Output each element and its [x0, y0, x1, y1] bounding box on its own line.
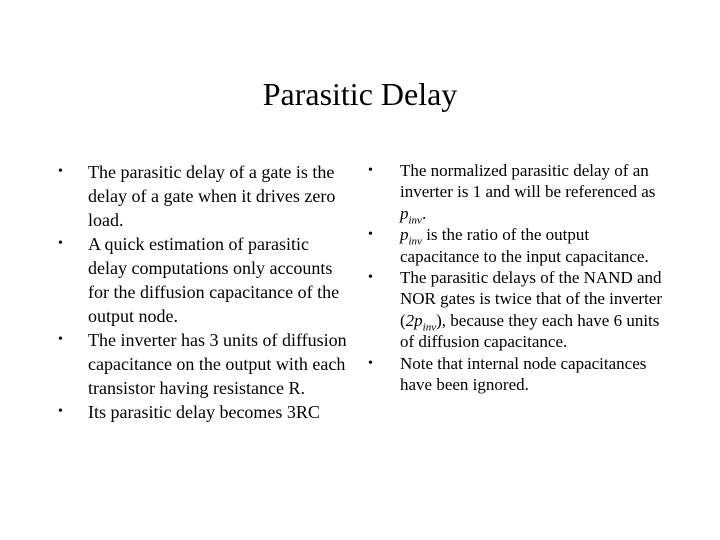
bullet-icon: •: [58, 236, 63, 251]
p-symbol: p: [400, 203, 409, 223]
p-symbol: 2p: [405, 310, 423, 330]
left-bullet-list: [56, 160, 352, 424]
right-bullet-text: is the ratio of the output capacitance to the input capacitance.: [400, 225, 649, 266]
right-bullet-item-4: [368, 353, 668, 396]
left-bullet-text: The inverter has 3 units of diffusion capacitance on the output with each transistor having resistance R.: [88, 330, 347, 398]
left-bullet-item-3: [56, 328, 352, 400]
left-bullet-text: A quick estimation of parasitic delay computations only accounts for the diffusion capacitance of the output node.: [88, 234, 340, 326]
bullet-icon: •: [368, 355, 373, 371]
right-bullet-item-2: [368, 224, 668, 267]
bullet-icon: •: [58, 404, 63, 419]
right-bullet-text: The normalized parasitic delay of an inverter is 1 and will be referenced as: [400, 161, 656, 202]
two-p-inv-symbol: [405, 310, 437, 334]
p-inv-symbol: [400, 203, 422, 227]
left-bullet-item-2: [56, 232, 352, 328]
left-bullet-text: Its parasitic delay becomes 3RC: [88, 402, 320, 422]
slide-title: Parasitic Delay: [262, 76, 458, 112]
right-bullet-item-1: [368, 160, 668, 227]
p-inv-symbol: [400, 225, 422, 248]
bullet-icon: •: [368, 270, 373, 286]
inv-subscript: inv: [408, 235, 422, 248]
right-bullet-text-end: ), because they each have 6 units of diffusion capacitance.: [400, 310, 660, 352]
left-column: [56, 160, 352, 424]
right-column: [368, 160, 668, 395]
bullet-icon: •: [58, 164, 63, 179]
right-bullet-text-end: .: [421, 203, 427, 223]
left-bullet-text: The parasitic delay of a gate is the delay of a gate when it drives zero load.: [88, 162, 336, 230]
p-symbol: p: [400, 225, 409, 245]
inv-subscript: inv: [422, 321, 437, 334]
right-bullet-list: [368, 160, 668, 395]
bullet-icon: •: [58, 332, 63, 347]
left-bullet-item-1: [56, 160, 352, 232]
bullet-icon: •: [368, 227, 373, 243]
bullet-icon: •: [368, 163, 373, 178]
right-bullet-item-3: [368, 267, 668, 353]
inv-subscript: inv: [408, 214, 422, 227]
right-bullet-text: Note that internal node capacitances have been ignored.: [400, 353, 647, 395]
right-bullet-text: The parasitic delays of the NAND and NOR gates is twice that of the inverter (: [400, 268, 663, 330]
left-bullet-item-4: [56, 400, 352, 424]
